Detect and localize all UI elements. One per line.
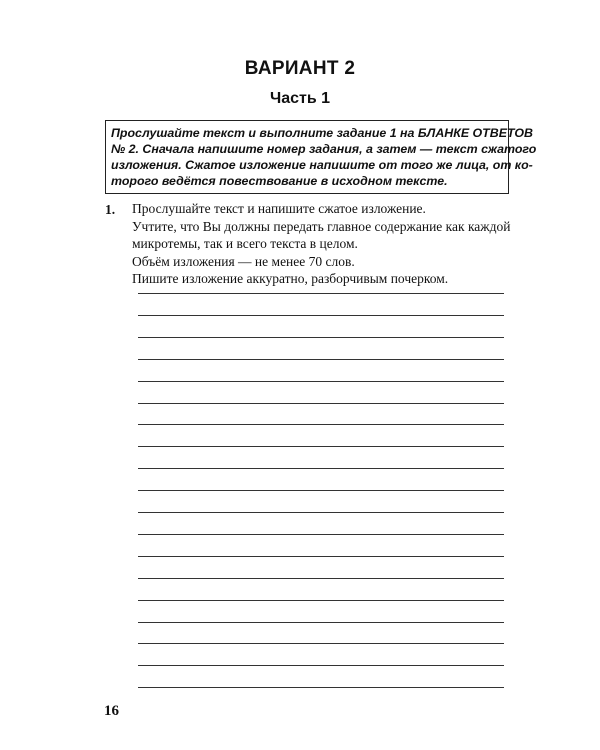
answer-line (138, 600, 504, 601)
instruction-line: торого ведётся повествование в исходном тексте. (111, 174, 448, 188)
instruction-box (105, 120, 537, 194)
task-line: Прослушайте текст и напишите сжатое изложение. (132, 201, 426, 216)
answer-line (138, 424, 504, 425)
variant-title: ВАРИАНТ 2 (244, 58, 356, 79)
answer-line (138, 446, 504, 447)
answer-line (138, 665, 504, 666)
page-number: 16 (104, 703, 119, 719)
answer-line (138, 556, 504, 557)
instruction-line: изложения. Сжатое изложение напишите от того же лица, от ко- (111, 158, 533, 172)
task-number: 1. (105, 202, 116, 217)
answer-line (138, 293, 504, 294)
instruction-line: Прослушайте текст и выполните задание 1 на БЛАНКЕ ОТВЕТОВ (111, 126, 533, 140)
answer-line (138, 315, 504, 316)
task-line: Пишите изложение аккуратно, разборчивым почерком. (132, 271, 449, 286)
answer-line (138, 643, 504, 644)
answer-line (138, 490, 504, 491)
task-line: микротемы, так и всего текста в целом. (132, 236, 358, 251)
answer-line (138, 381, 504, 382)
answer-line (138, 578, 504, 579)
answer-line (138, 359, 504, 360)
task-line: Объём изложения — не менее 70 слов. (132, 253, 355, 269)
part-title: Часть 1 (269, 90, 331, 107)
answer-line (138, 622, 504, 623)
answer-line (138, 403, 504, 404)
answer-line (138, 687, 504, 688)
answer-line (138, 337, 504, 338)
task-text (132, 200, 512, 288)
instruction-line: № 2. Сначала напишите номер задания, а затем — текст сжатого (111, 142, 537, 156)
answer-line (138, 468, 504, 469)
task-line: Учтите, что Вы должны передать главное содержание как каждой (132, 218, 511, 234)
answer-line (138, 512, 504, 513)
answer-line (138, 534, 504, 535)
